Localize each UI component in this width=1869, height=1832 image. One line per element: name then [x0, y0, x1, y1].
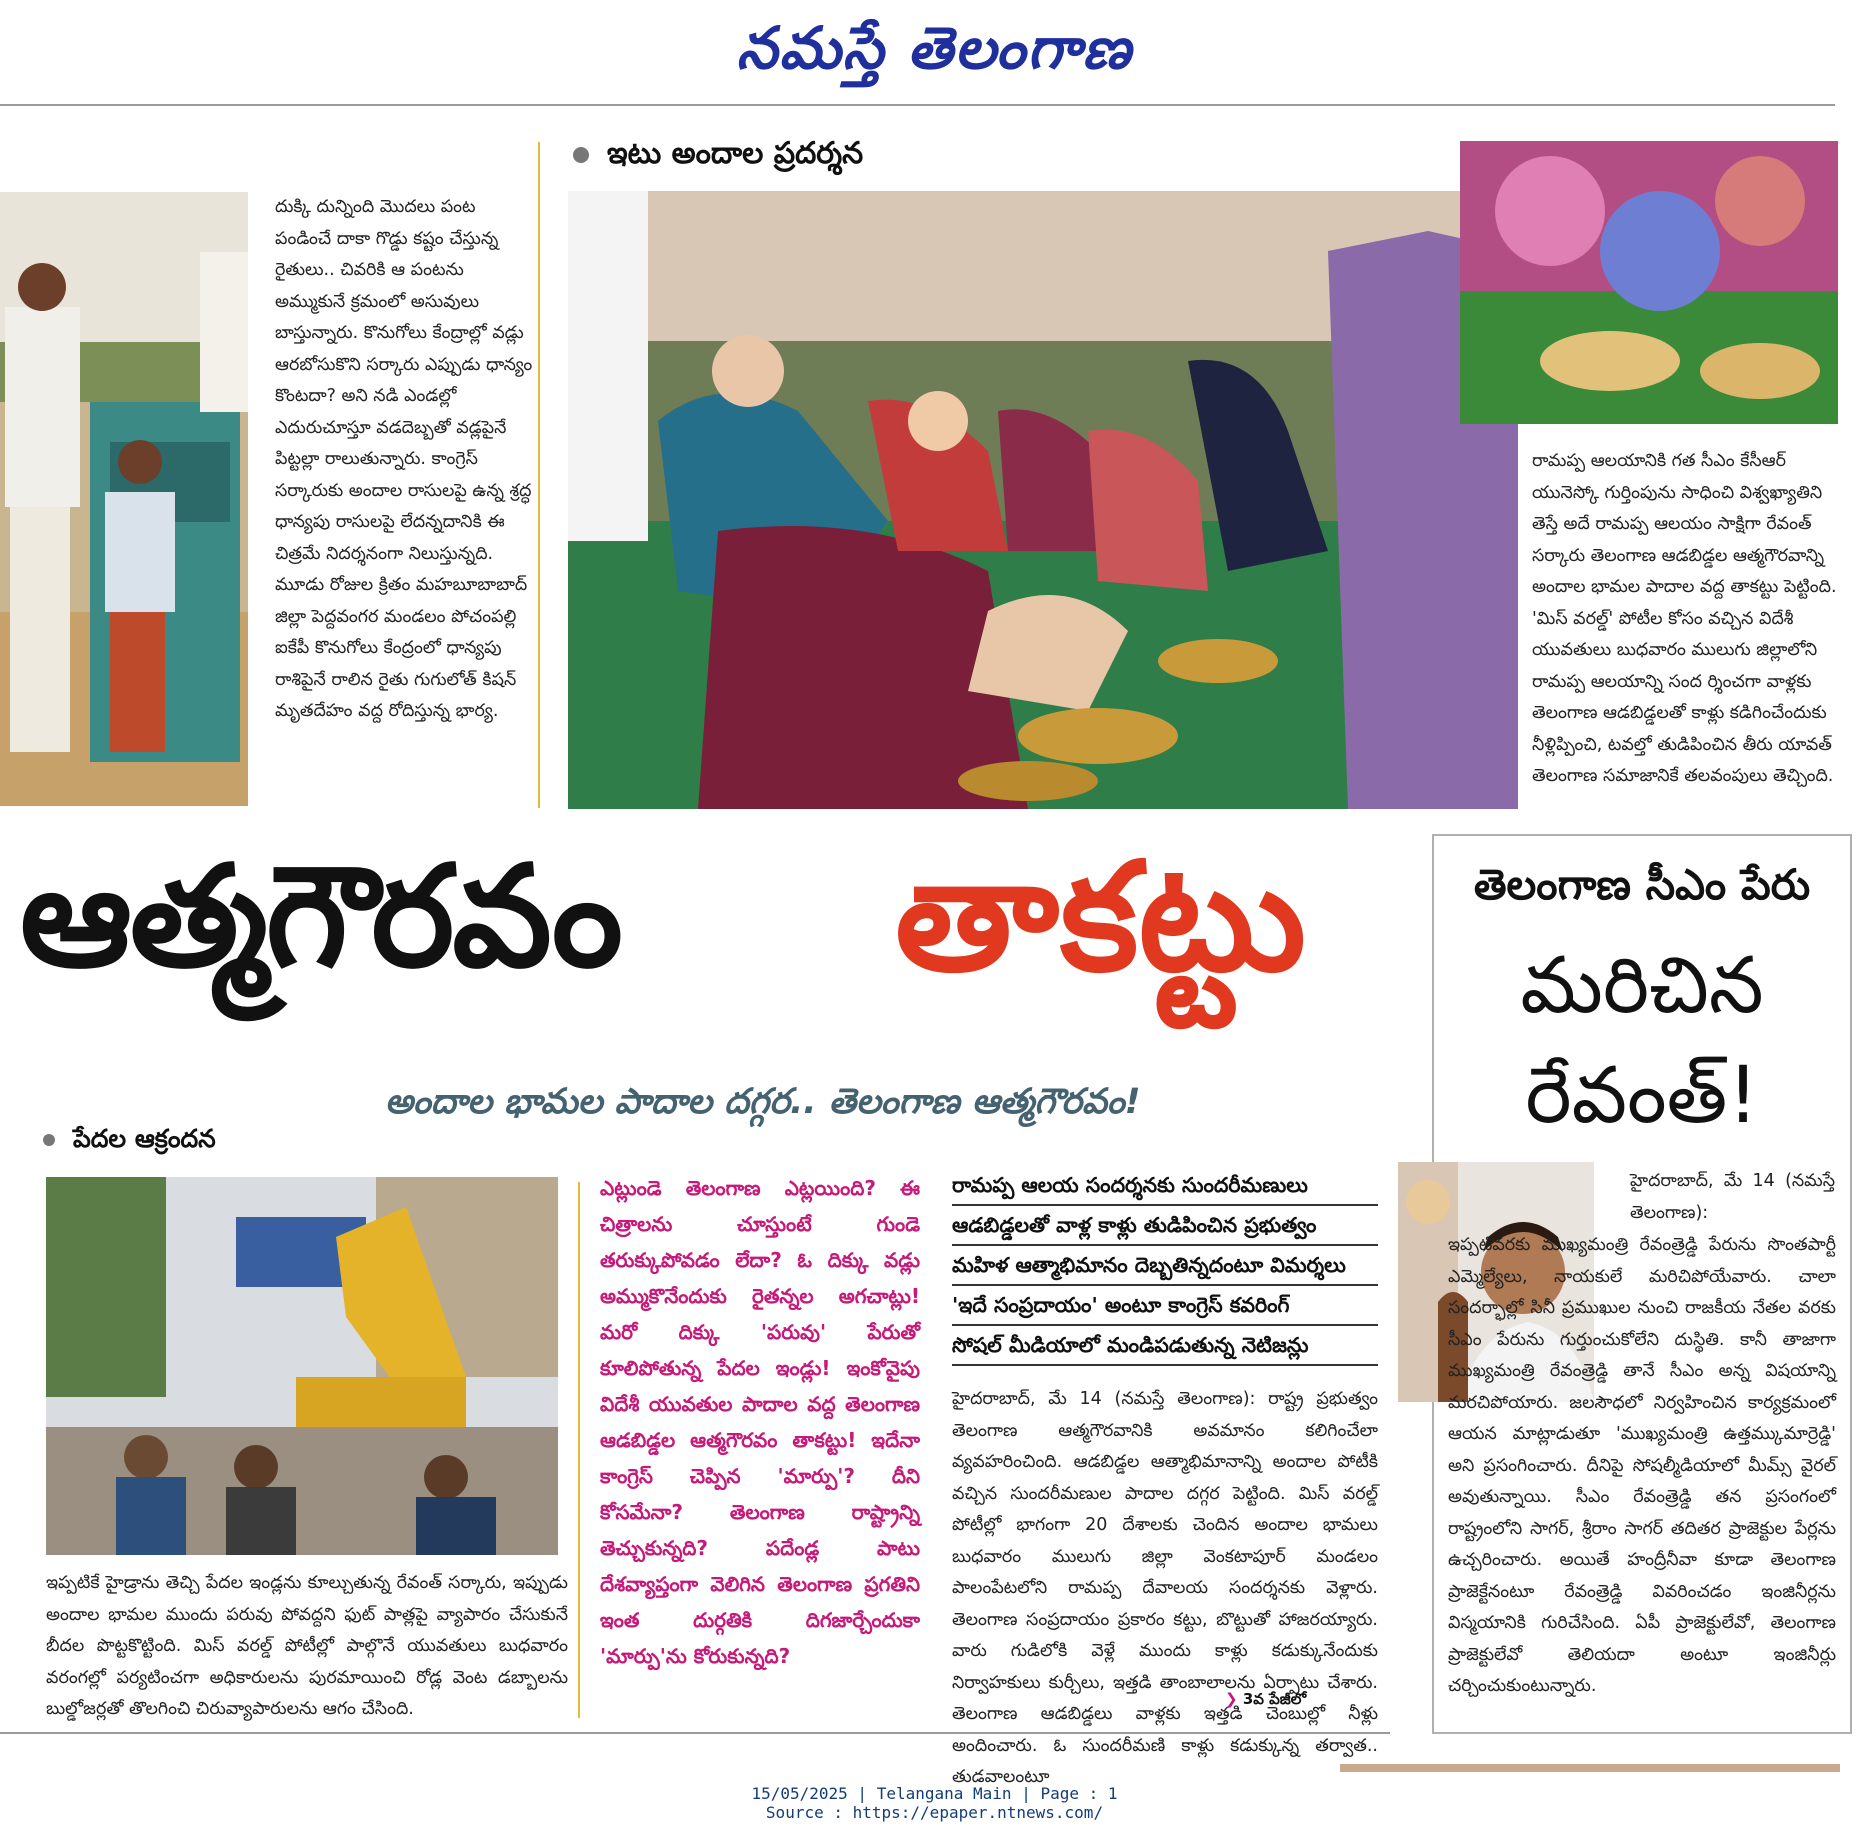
- farmers-photo-art: [0, 192, 248, 806]
- newspaper-name: నమస్తే తెలంగాణ: [736, 14, 1133, 82]
- cm-name-sidebar: [1432, 834, 1852, 1734]
- footer-source[interactable]: Source : https://epaper.ntnews.com/: [765, 1803, 1104, 1822]
- column-divider-1: [538, 142, 540, 808]
- headline-subhead: అందాల భామల పాదాల దగ్గర.. తెలంగాణ ఆత్మగౌరవం!: [385, 1082, 1141, 1122]
- page-footer: [0, 1784, 1869, 1828]
- main-story-bullets: [952, 1166, 1378, 1376]
- sidebar-head-1: తెలంగాణ సీఎం పేరు: [1473, 860, 1811, 909]
- farmer-caption: దుక్కి దున్నింది మొదలు పంట పండించే దాకా గొడ్డు కష్టం చేస్తున్న రైతులు.. చివరికి ఆ పంటను అమ్ముకునే క్రమంలో అసువులు బాస్తున్నారు. కొనుగోలు కేంద్రాల్లో వడ్లు ఆరబోసుకొని సర్కారు ఎప్పుడు ధాన్యం కొంటదా? అని నడి ఎండల్లో ఎదురుచూస్తూ వడదెబ్బతో వడ్లపైనే పిట్టల్లా రాలుతున్నారు. కాంగ్రెస్ సర్కారుకు అందాల రాసులపై ఉన్న శ్రద్ధ ధాన్యపు రాసులపై లేదన్నదానికి ఈ చిత్రమే నిదర్శనంగా నిలుస్తున్నది. మూడు రోజుల క్రితం మహబూబాబాద్ జిల్లా పెద్దవంగర మండలం పోచంపల్లి ఐకేపీ కొనుగోలు కేంద్రంలో ధాన్యపు రాశిపైనే రాలిన రైతు గుగులోత్ కిషన్ మృతదేహం వద్ద రోదిస్తున్న భార్య.: [275, 197, 533, 721]
- bottom-strip-photo: [1340, 1764, 1840, 1772]
- bullet-dot-icon: [573, 147, 589, 163]
- lower-kicker: [43, 1124, 463, 1164]
- demolition-photo: [46, 1177, 558, 1555]
- top-kicker-text: ఇటు అందాల ప్రదర్శన: [607, 136, 864, 171]
- story-bullet-4: 'ఇదే సంప్రదాయం' అంటూ కాంగ్రెస్ కవరింగ్: [952, 1286, 1378, 1326]
- continued-text: 3వ పేజీలో: [1242, 1690, 1307, 1708]
- masthead-rule: [0, 104, 1835, 106]
- column-divider-2: [578, 1182, 580, 1718]
- farmers-photo: [0, 192, 248, 806]
- top-kicker: [573, 136, 1073, 180]
- lower-kicker-text: పేదల ఆక్రందన: [73, 1124, 216, 1153]
- headline-part-1: ఆత్మగౌరవం: [20, 836, 621, 999]
- commentary-column: ఎట్లుండె తెలంగాణ ఎట్లయింది? ఈ చిత్రాలను చూస్తుంటే గుండె తరుక్కుపోవడం లేదా? ఓ దిక్కు వడ్లు అమ్ముకొనేందుకు రైతన్నల అగచాట్లు! మరో దిక్కు 'పరువు' పేరుతో కూలిపోతున్న పేదల ఇండ్లు! ఇంకోవైపు విదేశీ యువతుల పాదాల వద్ద తెలంగాణ ఆడబిడ్డల ఆత్మగౌరవం తాకట్టు! ఇదేనా కాంగ్రెస్ చెప్పిన 'మార్పు'? దీని కోసమేనా? తెలంగాణ రాష్ట్రాన్ని తెచ్చుకున్నది? పదేండ్ల పాటు దేశవ్యాప్తంగా వెలిగిన తెలంగాణ ప్రగతిని ఇంత దుర్గతికి దిగజార్చేందుకా 'మార్పు'ను కోరుకున్నది?: [600, 1176, 920, 1668]
- ramappa-photo-art: [568, 191, 1518, 809]
- story-bullet-3: మహిళ ఆత్మాభిమానం దెబ్బతిన్నదంటూ విమర్శలు: [952, 1246, 1378, 1286]
- continued-note: [1225, 1690, 1375, 1716]
- ramappa-caption: రామప్ప ఆలయానికి గత సీఎం కేసీఆర్ యునెస్కో గుర్తింపును సాధించి విశ్వఖ్యాతిని తెస్తే అదే రామప్ప ఆలయం సాక్షిగా రేవంత్ సర్కారు తెలంగాణ ఆడబిడ్డల ఆత్మగౌరవాన్ని అందాల భామల పాదాల వద్ద తాకట్టు పెట్టింది. 'మిస్ వరల్డ్' పోటీల కోసం వచ్చిన విదేశీ యువతులు బుధవారం ములుగు జిల్లాలోని రామప్ప ఆలయాన్ని సంద ర్శించగా వాళ్లకు తెలంగాణ ఆడబిడ్డలతో కాళ్లు కడిగించేందుకు నీళ్లిప్పించి, టవల్తో తుడిపించిన తీరు యావత్ తెలంగాణ సమాజానికే తలవంపులు తెచ్చింది.: [1532, 451, 1837, 786]
- sidebar-head-3: రేవంత్!: [1525, 1051, 1759, 1141]
- headline-part-2: తాకట్టు: [895, 831, 1307, 1005]
- ramappa-feet-washing-photo: [568, 191, 1518, 809]
- story-bullet-1: రామప్ప ఆలయ సందర్శనకు సుందరీమణులు: [952, 1166, 1378, 1206]
- blurred-feet-photo: [1460, 141, 1838, 424]
- demolition-photo-art: [46, 1177, 558, 1555]
- demolition-caption: ఇప్పటికే హైడ్రాను తెచ్చి పేదల ఇండ్లను కూల్చుతున్న రేవంత్ సర్కారు, ఇప్పుడు అందాల భామల ముందు పరువు పోవద్దని ఫుట్ పాత్లపై వ్యాపారం చేసుకునే బీదల పొట్టకొట్టింది. మిస్ వరల్డ్ పోటీల్లో పాల్గొనే యువతులు బుధవారం వరంగల్లో పర్యటించగా అధికారులను పురమాయించి రోడ్ల వెంట డబ్బాలను బుల్డోజర్లతో తొలగించి చిరువ్యాపారులను ఆగం చేసింది.: [46, 1573, 568, 1719]
- masthead: [0, 0, 1869, 105]
- story-bullet-5: సోషల్ మీడియాలో మండిపడుతున్న నెటిజన్లు: [952, 1326, 1378, 1366]
- bullet-dot-icon: [43, 1134, 55, 1146]
- footer-edition: 15/05/2025 | Telangana Main | Page : 1: [751, 1784, 1118, 1803]
- main-story-body: హైదరాబాద్, మే 14 (నమస్తే తెలంగాణ): రాష్ట్ర ప్రభుత్వం తెలంగాణ ఆత్మగౌరవానికి అవమానం కలిగించేలా వ్యవహరించింది. ఆడబిడ్డల ఆత్మాభిమానాన్ని అందాల పోటీకి వచ్చిన సుందరీమణుల పాదాల దగ్గర పెట్టింది. మిస్ వరల్డ్ పోటీల్లో భాగంగా 20 దేశాలకు చెందిన అందాల భామలు బుధవారం ములుగు జిల్లా వెంకటాపూర్ మండలం పాలంపేటలోని రామప్ప దేవాలయ సందర్శనకు వెళ్లారు. తెలంగాణ సంప్రదాయం ప్రకారం కట్టు, బొట్టుతో హాజరయ్యారు. వారు గుడిలోకి వెళ్లే ముందు కాళ్లు కడుక్కునేందుకు నిర్వాహకులు కుర్చీలు, ఇత్తడి తాంబాలాలను ఏర్పాటు చేశారు. తెలంగాణ ఆడబిడ్డలు వాళ్లకు ఇత్తడి చెంబుల్లో నీళ్లు అందించారు. ఓ సుందరీమణి కాళ్లు కడుక్కున్న తర్వాత.. తుడవాలంటూ: [952, 1389, 1378, 1787]
- blurred-photo-art: [1460, 141, 1838, 424]
- bottom-rule: [0, 1732, 1390, 1734]
- sidebar-head-2: మరిచిన: [1520, 941, 1764, 1031]
- continued-arrow-icon: ❯: [1225, 1690, 1238, 1708]
- story-bullet-2: ఆడబిడ్డలతో వాళ్ల కాళ్లు తుడిపించిన ప్రభుత్వం: [952, 1206, 1378, 1246]
- sidebar-dateline: హైదరాబాద్, మే 14 (నమస్తే తెలంగాణ):: [1630, 1171, 1835, 1223]
- sidebar-body: ఇప్పటివరకు ముఖ్యమంత్రి రేవంత్రెడ్డి పేరును సొంతపార్టీ ఎమ్మెల్యేలు, నాయకులే మరిచిపోయేవారు. చాలా సందర్భాల్లో సినీ ప్రముఖుల నుంచి రాజకీయ నేతల వరకు సీఎం పేరును గుర్తుంచుకోలేని దుస్థితి. కానీ తాజాగా ముఖ్యమంత్రి రేవంత్రెడ్డి తానే సీఎం అన్న విషయాన్ని మరచిపోయారు. జలసౌధలో నిర్వహించిన కార్యక్రమంలో ఆయన మాట్లాడుతూ 'ముఖ్యమంత్రి ఉత్తమ్కుమార్రెడ్డి' అని ప్రసంగించారు. దీనిపై సోషల్మీడియాలో మీమ్స్ వైరల్ అవుతున్నాయి. సీఎం రేవంత్రెడ్డి తన ప్రసంగంలో రాష్ట్రంలోని సాగర్, శ్రీరాం సాగర్ తదితర ప్రాజెక్టుల పేర్లను ఉచ్చరించారు. అయితే హంద్రీనీవా కూడా తెలంగాణ ప్రాజెక్టేనంటూ రేవంత్రెడ్డి వివరించడం ఇంజినీర్లను విస్మయానికి గురిచేసింది. ఏపీ ప్రాజెక్టులేవో, తెలంగాణ ప్రాజెక్టులేవో తెలియదా అంటూ ఇంజినీర్లు చర్చించుకుంటున్నారు.: [1448, 1235, 1836, 1696]
